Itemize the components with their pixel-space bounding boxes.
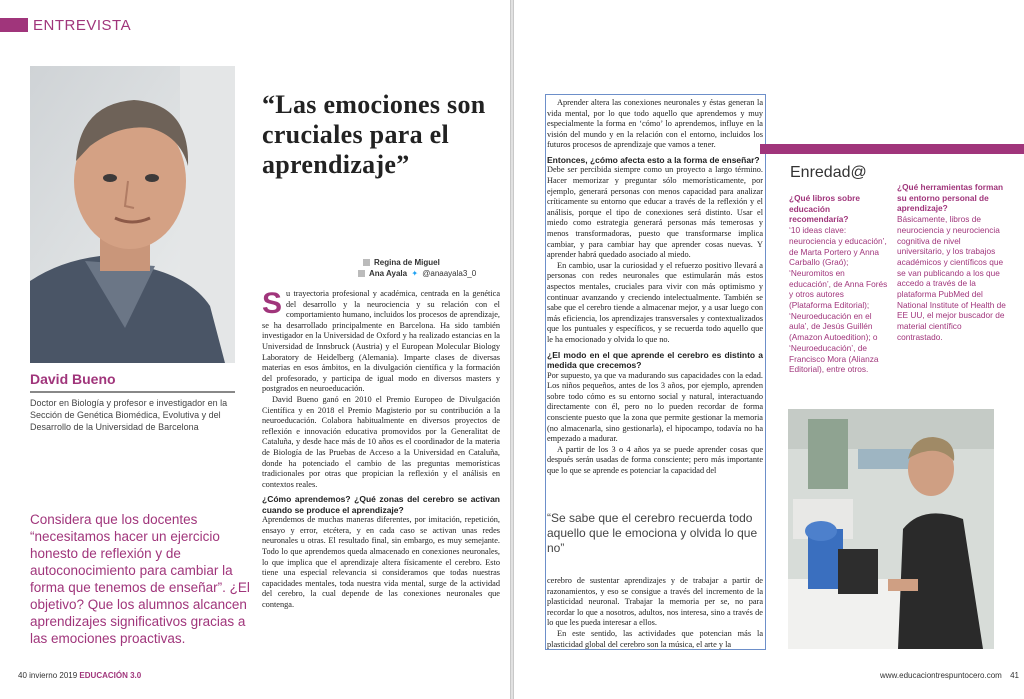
sidebar-answer: ‘10 ideas clave: neurociencia y educación’, de Marta Portero y Anna Carballo (Graó); ‘Neuromitos en educación’, de Anna Forés y otros autores (Plataforma Editorial); ‘Neuroeducación en el aula’, de Jesús Guillén (Amazon Autoedition); o ‘Neuroeducación’, de Francisco Mora (Alianza Editorial), entre otros. <box>789 225 888 375</box>
photographer-name: Ana Ayala <box>369 269 408 278</box>
divider <box>30 391 235 393</box>
drop-cap: S <box>262 287 283 320</box>
section-label: ENTREVISTA <box>33 17 132 34</box>
portrait-photo <box>30 66 235 363</box>
paragraph: En cambio, usar la curiosidad y el refuerzo positivo llevará a personas con redes neuronales que estimularán más estos aspectos mentales, cruciales para vivir con más optimismo y continuar avanzando y creciendo intelectualmente. También se sabe que el cerebro tiende a almacenar mejor, y a usar luego con más eficiencia, los aprendizajes transversales y contextualizados que los puntuales y específicos, y se recuerda todo aquello que le ha emocionado y olvida lo que no. <box>547 260 763 344</box>
sidebar-title: Enredad@ <box>790 164 867 181</box>
magazine-name: EDUCACIÓN 3.0 <box>79 671 142 680</box>
intro-paragraph: u trayectoria profesional y académica, centrada en la genética del desarrollo y la neurociencia y su relación con el comportamiento humano, incluidos los procesos de aprendizaje, se ha desarrollado principalmente en Barcelona. Ha sido también investigador en la Universidad de Oxford y ha realizado estancias en la Universidad de Innsbruck (Austria) y el European Molecular Biology Laboratory de Heidelberg (Alemania). Imparte clases de diversas materias en esos ámbitos, en la divulgación científica y la formación del profesorado, y participa de igual modo en diversos masters y postgrados en neuroeducación. <box>262 289 500 394</box>
author-name: Regina de Miguel <box>374 258 440 267</box>
paragraph: David Bueno ganó en 2010 el Premio Europeo de Divulgación Científica y en 2018 el Premio Magisterio por su contribución a la neuroeducación. Colabora habitualmente en diversos proyectos de reflexión e innovación educativa promovidos por la Generalitat de Cataluña, y desde hace más de 10 años es el coordinador de la materia de Biología de las Pruebas de Acceso a la Universidad en Cataluña, donde ha potenciado el cambio de las preguntas memorísticas tradicionales por otras que propician la reflexión y el análisis en contextos reales. <box>262 394 500 489</box>
paragraph: Aprender altera las conexiones neuronales y éstas generan la vida mental, por lo que todo aquello que aprendemos y muy especialmente la forma en ‘cómo’ lo aprendemos, influye en la visión del mundo y en la relación con el entorno, incluidos los futuros procesos de aprendizaje que vamos a tener. <box>547 98 763 150</box>
page-number: 40 <box>18 671 27 680</box>
interview-question: ¿Cómo aprendemos? ¿Qué zonas del cerebro se activan cuando se produce el aprendizaje? <box>262 494 500 515</box>
paragraph: En este sentido, las actividades que potencian más la plasticidad global del cerebro son la música, el arte y la <box>547 628 763 649</box>
article-column-right-bottom <box>547 576 763 650</box>
issue-date: invierno 2019 <box>29 671 78 680</box>
interviewee-bio: Doctor en Biología y profesor e investigador en la Sección de Genética Biomédica, Evolutiva y del Desarrollo de la Universidad de Barcelona <box>30 398 228 432</box>
website-url: www.educaciontrespuntocero.com <box>880 671 1002 680</box>
folio-right <box>880 671 1019 680</box>
sidebar-question: ¿Qué herramientas forman su entorno personal de aprendizaje? <box>897 182 1004 214</box>
interviewee-name: David Bueno <box>30 371 116 387</box>
pull-quote: “Se sabe que el cerebro recuerda todo aquello que le emociona y olvida lo que no” <box>547 511 758 555</box>
page-number: 41 <box>1010 671 1019 680</box>
article-column-right-top <box>547 98 763 477</box>
interview-answer: Aprendemos de muchas maneras diferentes, por imitación, repetición, ensayo y error, etcétera, y en cada caso se activan unas redes neuronales u otras. El resultado final, sin embargo, es muy semejante. Todo lo que aprendemos queda almacenado en conexiones neuronales, lo que implica que el aprendizaje altera físicamente el cerebro. Esto tiene una especial relevancia si consideramos que todas nuestras capacidades mentales, toda nuestra vida mental, surge de la actividad del cerebro, la cual depende de las conexiones neuronales que contenga. <box>262 515 500 610</box>
twitter-handle: @anaayala3_0 <box>422 269 477 278</box>
sidebar-column-1 <box>789 193 889 375</box>
sidebar-bar <box>760 144 1024 154</box>
interview-question: ¿El modo en el que aprende el cerebro es distinto a medida que crecemos? <box>547 349 763 371</box>
sidebar-answer: Básicamente, libros de neurociencia y neurociencia cognitiva de nivel universitario, y los trabajos académicos y científicos que se van publicando a los que accedo a través de la plataforma PubMed del National Institute of Health de EE UU, el mejor buscador de material científico contrastado. <box>897 214 1006 342</box>
folio-left <box>18 671 141 680</box>
paragraph: cerebro de sustentar aprendizajes y de trabajar a partir de razonamientos, y eso se consigue a través del incremento de la plasticidad neuronal. Trabajar la memoria per se, no para recordar lo que a nosotros, adultos, nos interesa, sino a través de lo que les pueda interesar a ellos. <box>547 576 763 628</box>
article-column-left <box>262 289 500 611</box>
interview-answer: Por supuesto, ya que va madurando sus capacidades con la edad. Los niños pequeños, antes de los 3 años, por ejemplo, aprenden sobre todo cómo es su entorno social y natural, interactuando directamente con él, pero no lo pueden recordar de forma consciente puesto que la zona que permite gestionar la memoria (no almacenarla, sino gestionarla), el hipocampo, todavía no ha empezado a madurar. <box>547 370 763 444</box>
interview-answer: Debe ser percibida siempre como un proyecto a largo término. Hacer memorizar y preguntar sólo memorísticamente, por ejemplo, generará personas con menos capacidad para analizar críticamente su entorno que educar a través de la reflexión y el análisis, porque el tipo de conexiones será distinto. Usar el miedo como estrategia generará personas más temerosas y menos transformadoras, puesto que transformarse implica cambiar, y para cambiar hay que aprender cosas nuevas. Y aprender habrá quedado asociado al miedo. <box>547 165 763 260</box>
left-page <box>0 0 510 699</box>
sidebar-question: ¿Qué libros sobre educación recomendaría? <box>789 193 860 225</box>
highlight-quote: Considera que los docentes “necesitamos hacer un ejercicio honesto de reflexión y de autoconocimiento para cambiar la forma que tenemos de enseñar”. ¿El objetivo? Que los alumnos alcancen aprendizajes significativos gracias a las emociones proactivas. <box>30 512 250 646</box>
sidebar-column-2 <box>897 182 1009 343</box>
lab-photo <box>788 409 994 649</box>
photo-credit <box>358 269 476 278</box>
twitter-icon: ✦ <box>411 269 419 278</box>
author-credit <box>363 258 440 267</box>
article-headline: “Las emociones son cruciales para el aprendizaje” <box>262 90 486 179</box>
section-bar <box>0 18 28 32</box>
interview-question: Entonces, ¿cómo afecta esto a la forma de enseñar? <box>547 154 760 165</box>
paragraph: A partir de los 3 o 4 años ya se puede aprender cosas que después serán usadas de forma consciente; pero más importante que lo que se aprende es potenciar la capacidad del <box>547 444 763 475</box>
